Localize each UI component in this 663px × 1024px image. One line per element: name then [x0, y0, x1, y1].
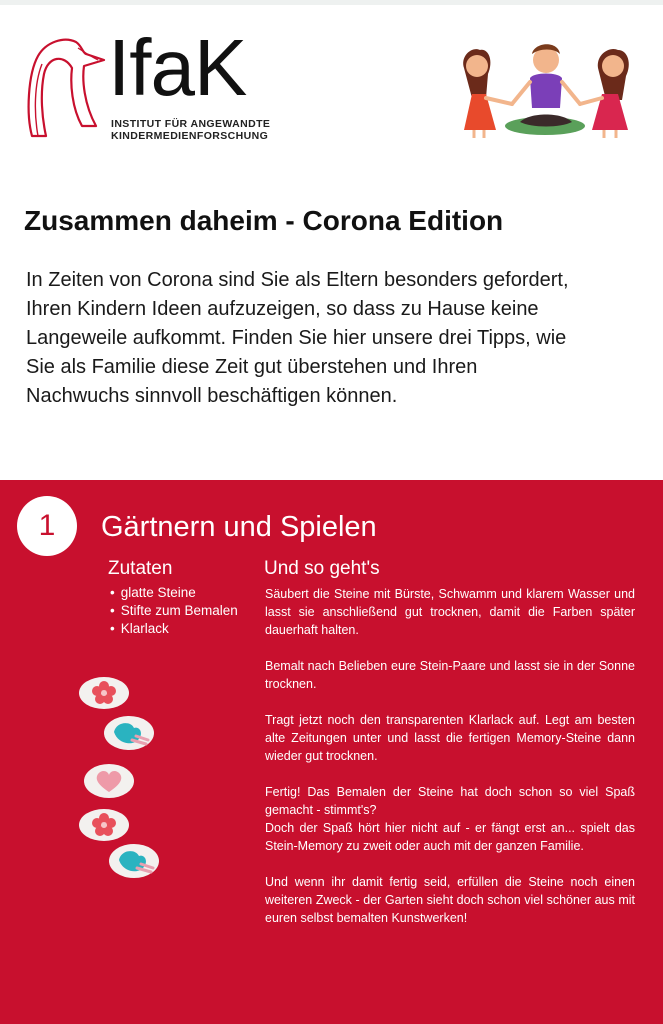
ingredients-heading: Zutaten [108, 558, 173, 579]
step-paragraph: Bemalt nach Belieben eure Stein-Paare und lasst sie in der Sonne trocknen. [265, 659, 635, 691]
step-paragraph: Fertig! Das Bemalen der Steine hat doch schon so viel Spaß gemacht - stimmt's? Doch der Spaß hört hier nicht auf - er fängt erst an... spielt das Stein-Memory zu zweit oder auch mit der ganzen Familie. [265, 785, 635, 853]
flower-stone-icon [77, 807, 131, 843]
intro-paragraph: In Zeiten von Corona sind Sie als Eltern besonders gefordert, Ihren Kindern Ideen aufzuzeigen, so dass zu Hause keine Langeweile aufkommt. Finden Sie hier unsere drei Tipps, wie Sie als Familie diese Zeit gut überstehen und Ihren Nachwuchs sinnvoll beschäftigen können. [26, 269, 569, 407]
ingredients-list [110, 584, 238, 638]
flower-stone-icon [77, 675, 131, 711]
ingredient-item: • glatte Steine [110, 584, 238, 602]
section-title: Gärtnern und Spielen [101, 511, 377, 543]
step-paragraph: Säubert die Steine mit Bürste, Schwamm und klarem Wasser und lasst sie anschließend gut trocknen, damit die Farben später dauerhaft halten. [265, 587, 635, 637]
logo-subtitle-line2: KINDERMEDIENFORSCHUNG [111, 130, 269, 142]
top-border [0, 0, 663, 5]
logo-subtitle [111, 118, 270, 142]
teal-stone-icon [102, 714, 156, 752]
howto-heading: Und so geht's [264, 558, 380, 579]
ingredient-item: • Klarlack [110, 620, 238, 638]
step-paragraph: Und wenn ihr damit fertig seid, erfüllen die Steine noch einen weiteren Zweck - der Garten sieht doch schon viel schöner aus mit euren selbst bemalten Kunstwerken! [265, 875, 635, 925]
teal-stone-icon [107, 842, 161, 880]
logo-bird-icon [24, 34, 108, 144]
logo-wordmark: IfaK [108, 23, 247, 112]
step-paragraph: Tragt jetzt noch den transparenten Klarlack auf. Legt am besten alte Zeitungen unter und lasst die fertigen Memory-Steine dann wieder gut trocknen. [265, 713, 635, 763]
ingredient-item: • Stifte zum Bemalen [110, 602, 238, 620]
page-title: Zusammen daheim - Corona Edition [24, 205, 504, 236]
ifak-logo [24, 23, 284, 144]
howto-steps [265, 585, 635, 945]
heart-stone-icon [82, 762, 136, 800]
section-number-badge: 1 [17, 496, 77, 556]
children-circle-illustration [450, 38, 640, 144]
tip-section [0, 480, 663, 1024]
logo-subtitle-line1: INSTITUT FÜR ANGEWANDTE [111, 118, 271, 130]
